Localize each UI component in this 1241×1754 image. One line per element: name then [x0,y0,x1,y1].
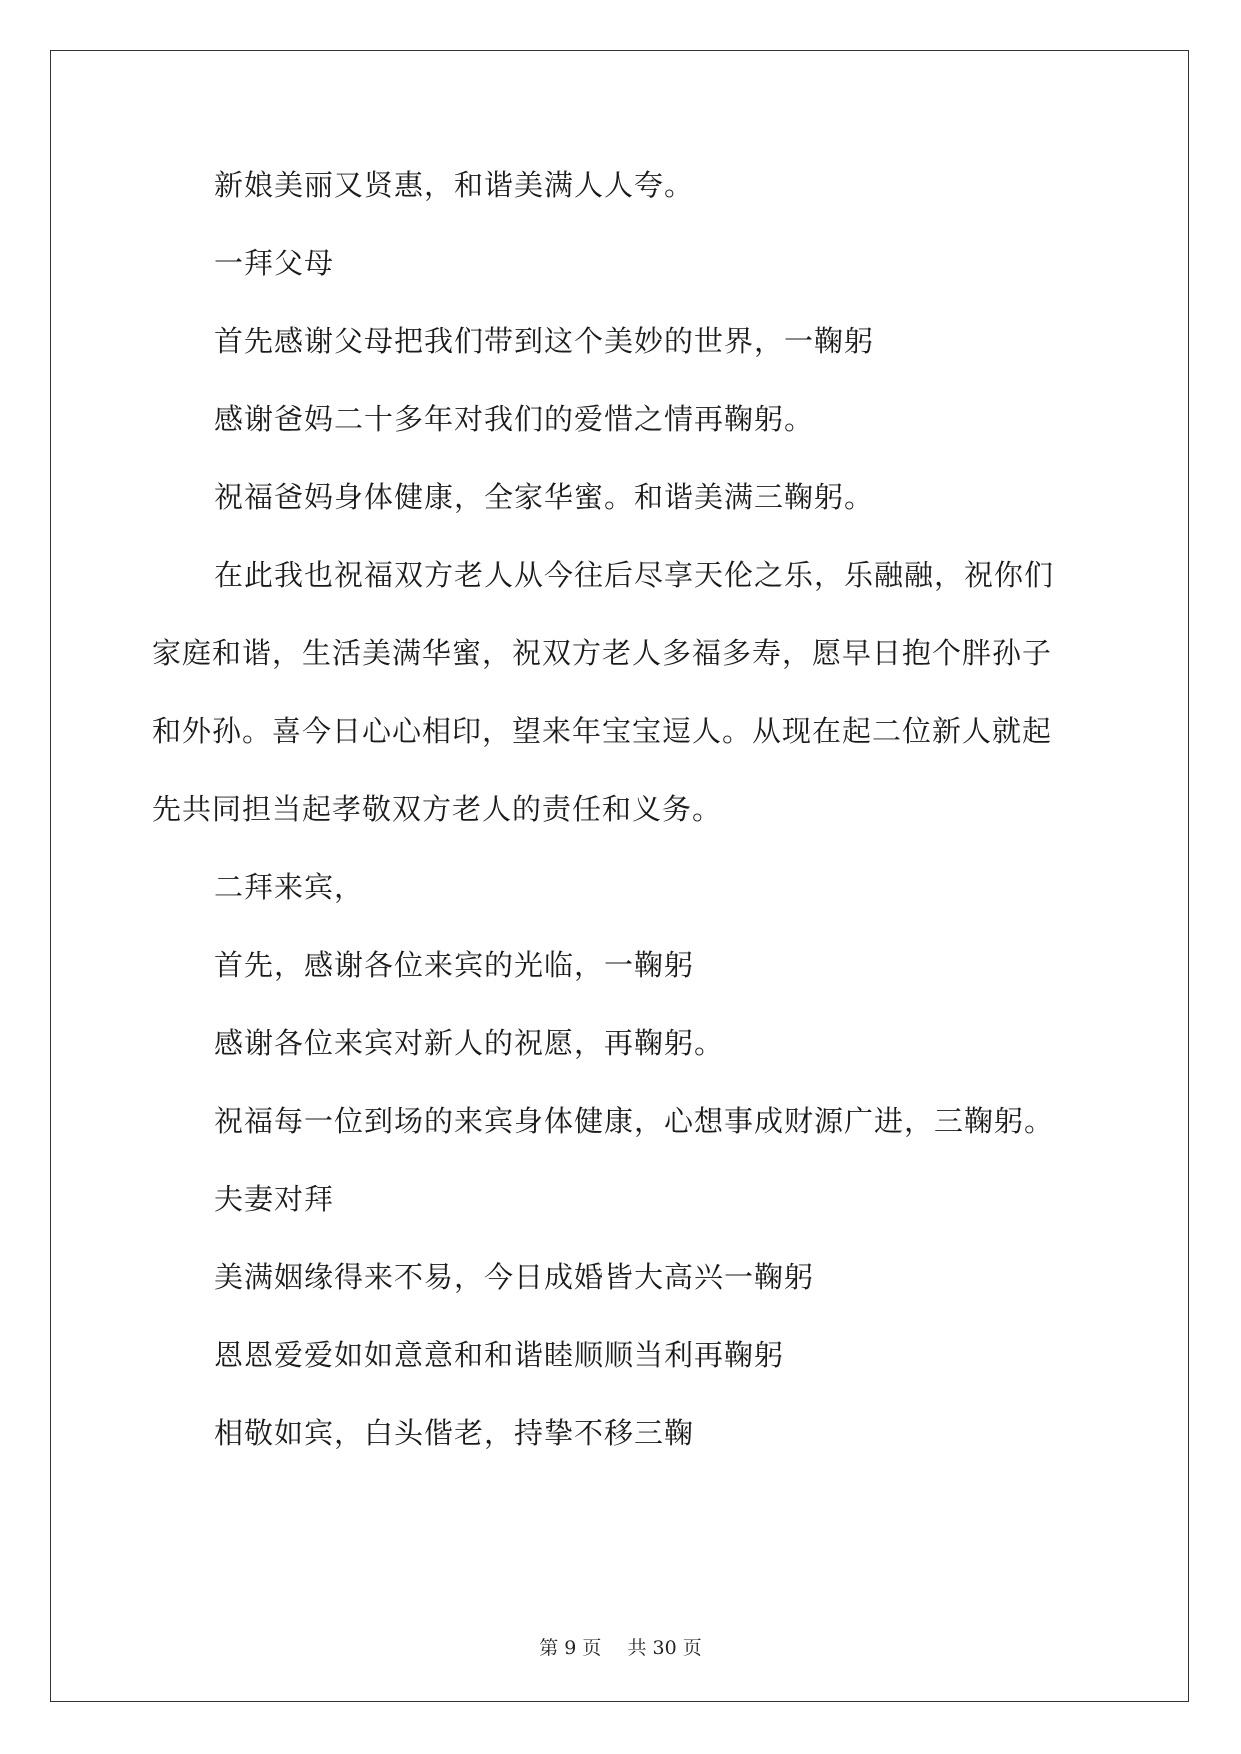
paragraph-heading: 二拜来宾， [214,870,365,904]
paragraph: 新娘美丽又贤惠，和谐美满人人夸。 [214,168,695,202]
paragraph: 祝福爸妈身体健康，全家华蜜。和谐美满三鞠躬。 [214,480,875,514]
page-total: 共 30 页 [627,1637,702,1659]
paragraph-heading: 一拜父母 [214,246,335,280]
paragraph-heading: 夫妻对拜 [214,1182,335,1216]
document-body [152,165,1092,1454]
paragraph: 恩恩爱爱如如意意和和谐睦顺顺当利再鞠躬 [214,1338,785,1372]
paragraph-line: 在此我也祝福双方老人从今往后尽享天伦之乐，乐融融，祝你们 [214,558,1055,592]
long-paragraph [152,555,1092,830]
paragraph: 首先，感谢各位来宾的光临，一鞠躬 [214,948,695,982]
paragraph-line: 家庭和谐，生活美满华蜜，祝双方老人多福多寿，愿早日抱个胖孙子 [152,636,1053,670]
paragraph: 相敬如宾，白头偕老，持挚不移三鞠 [214,1416,695,1450]
paragraph: 感谢各位来宾对新人的祝愿，再鞠躬。 [214,1026,725,1060]
page-footer [0,1633,1241,1660]
paragraph: 首先感谢父母把我们带到这个美妙的世界，一鞠躬 [214,324,875,358]
paragraph: 祝福每一位到场的来宾身体健康，心想事成财源广进，三鞠躬。 [214,1104,1055,1138]
paragraph: 感谢爸妈二十多年对我们的爱惜之情再鞠躬。 [214,402,815,436]
paragraph-line: 和外孙。喜今日心心相印，望来年宝宝逗人。从现在起二位新人就起 [152,714,1053,748]
paragraphs-after [152,867,1092,1454]
paragraph-line: 先共同担当起孝敬双方老人的责任和义务。 [152,792,723,826]
paragraph: 美满姻缘得来不易，今日成婚皆大高兴一鞠躬 [214,1260,815,1294]
page-number: 第 9 页 [539,1637,602,1659]
